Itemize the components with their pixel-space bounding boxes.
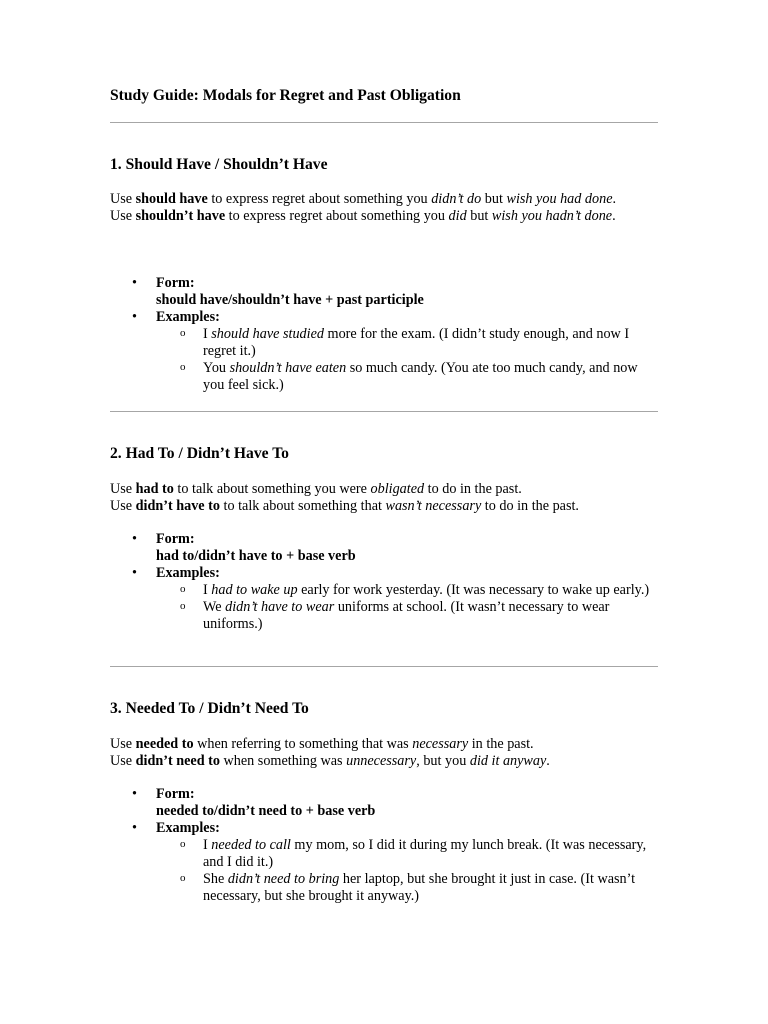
bullet-icon: • [132, 820, 137, 836]
text-run: . [546, 753, 550, 769]
form-item [110, 786, 658, 820]
intro-line [110, 736, 658, 753]
circle-bullet-icon: o [180, 600, 186, 612]
document-title: Study Guide: Modals for Regret and Past Obligation [110, 87, 461, 104]
italic-phrase: wish you had done [506, 191, 613, 207]
circle-bullet-icon: o [180, 361, 186, 373]
text-run: but [481, 191, 507, 207]
text-run: to talk about something you were [173, 481, 371, 497]
intro-line [110, 498, 658, 515]
section-intro [110, 736, 658, 770]
text-run: early for work yesterday. (It was necessary to wake up early.) [297, 582, 650, 598]
example-item [156, 360, 658, 394]
text-run: when something was [219, 753, 347, 769]
circle-bullet-icon: o [180, 872, 186, 884]
form-text: should have/shouldn’t have + past participle [156, 292, 424, 308]
bold-term: shouldn’t have [135, 208, 226, 224]
text-run: Use [110, 736, 136, 752]
circle-bullet-icon: o [180, 583, 186, 595]
form-item [110, 531, 658, 565]
text-run: I [203, 582, 212, 598]
text-run: Use [110, 498, 136, 514]
section-heading-needed-to: 3. Needed To / Didn’t Need To [110, 700, 309, 717]
intro-line [110, 191, 658, 208]
examples-label: Examples: [156, 565, 220, 581]
italic-phrase: didn’t have to wear [225, 599, 335, 615]
divider [110, 666, 658, 667]
examples-item [110, 565, 658, 633]
text-run: . [612, 208, 616, 224]
text-run: Use [110, 208, 136, 224]
divider [110, 122, 658, 123]
bullet-icon: • [132, 786, 137, 802]
examples-item [110, 309, 658, 394]
text-run: Use [110, 753, 136, 769]
example-item [156, 599, 658, 633]
bold-term: had to [135, 481, 174, 497]
text-run: my mom, so I did it during my lunch break. (It was necessary, and I did it.) [203, 837, 647, 870]
text-run: uniforms at school. (It wasn’t necessary to wear uniforms.) [203, 599, 610, 632]
example-item [156, 837, 658, 871]
example-text [203, 582, 649, 598]
text-run: Use [110, 481, 136, 497]
bullet-icon: • [132, 275, 137, 291]
section-heading-had-to: 2. Had To / Didn’t Have To [110, 445, 289, 462]
circle-bullet-icon: o [180, 327, 186, 339]
form-text: needed to/didn’t need to + base verb [156, 803, 376, 819]
form-label: Form: [156, 531, 195, 547]
italic-phrase: should have studied [211, 326, 324, 342]
bold-term: didn’t have to [135, 498, 220, 514]
intro-line [110, 753, 658, 770]
circle-bullet-icon: o [180, 838, 186, 850]
examples-list [156, 582, 658, 633]
text-run: I [203, 837, 212, 853]
text-run: , but you [416, 753, 470, 769]
italic-phrase: did it anyway [469, 753, 547, 769]
italic-phrase: wish you hadn’t done [491, 208, 613, 224]
text-run: to talk about something that [219, 498, 386, 514]
italic-phrase: wasn’t necessary [385, 498, 482, 514]
examples-item [110, 820, 658, 905]
section-intro [110, 481, 658, 515]
text-run: She [203, 871, 228, 887]
text-run: I [203, 326, 212, 342]
italic-phrase: shouldn’t have eaten [229, 360, 347, 376]
divider [110, 411, 658, 412]
form-examples-list [110, 275, 658, 394]
text-run: You [203, 360, 230, 376]
form-label: Form: [156, 275, 195, 291]
section-heading-should-have: 1. Should Have / Shouldn’t Have [110, 156, 328, 173]
example-text [203, 871, 635, 904]
examples-list [156, 837, 658, 905]
section-intro [110, 191, 658, 225]
text-run: to express regret about something you [225, 208, 449, 224]
bold-term: needed to [135, 736, 194, 752]
text-run: when referring to something that was [193, 736, 413, 752]
text-run: to do in the past. [481, 498, 579, 514]
examples-label: Examples: [156, 820, 220, 836]
bullet-icon: • [132, 309, 137, 325]
italic-phrase: needed to call [211, 837, 291, 853]
italic-phrase: obligated [370, 481, 425, 497]
text-run: but [466, 208, 492, 224]
form-examples-list [110, 786, 658, 905]
italic-phrase: didn’t need to bring [227, 871, 340, 887]
form-text: had to/didn’t have to + base verb [156, 548, 356, 564]
text-run: to express regret about something you [207, 191, 432, 207]
form-label: Form: [156, 786, 195, 802]
bullet-icon: • [132, 531, 137, 547]
bold-term: should have [135, 191, 208, 207]
bold-term: didn’t need to [135, 753, 220, 769]
intro-line [110, 481, 658, 498]
example-text [203, 837, 646, 870]
form-examples-list [110, 531, 658, 633]
text-run: in the past. [468, 736, 534, 752]
examples-list [156, 326, 658, 394]
intro-line [110, 208, 658, 225]
example-text [203, 326, 629, 359]
italic-phrase: didn’t do [431, 191, 482, 207]
text-run: so much candy. (You ate too much candy, and now you feel sick.) [203, 360, 638, 393]
example-item [156, 582, 658, 599]
text-run: more for the exam. (I didn’t study enough, and now I regret it.) [203, 326, 630, 359]
example-text [203, 599, 609, 632]
text-run: Use [110, 191, 136, 207]
bullet-icon: • [132, 565, 137, 581]
text-run: . [612, 191, 617, 207]
italic-phrase: necessary [412, 736, 469, 752]
text-run: to do in the past. [424, 481, 522, 497]
italic-phrase: had to wake up [211, 582, 298, 598]
text-run: her laptop, but she brought it just in case. (It wasn’t necessary, but she brought it anyway.) [203, 871, 636, 904]
example-item [156, 326, 658, 360]
form-item [110, 275, 658, 309]
example-text [203, 360, 638, 393]
examples-label: Examples: [156, 309, 220, 325]
text-run: We [203, 599, 226, 615]
italic-phrase: did [448, 208, 467, 224]
example-item [156, 871, 658, 905]
italic-phrase: unnecessary [346, 753, 417, 769]
